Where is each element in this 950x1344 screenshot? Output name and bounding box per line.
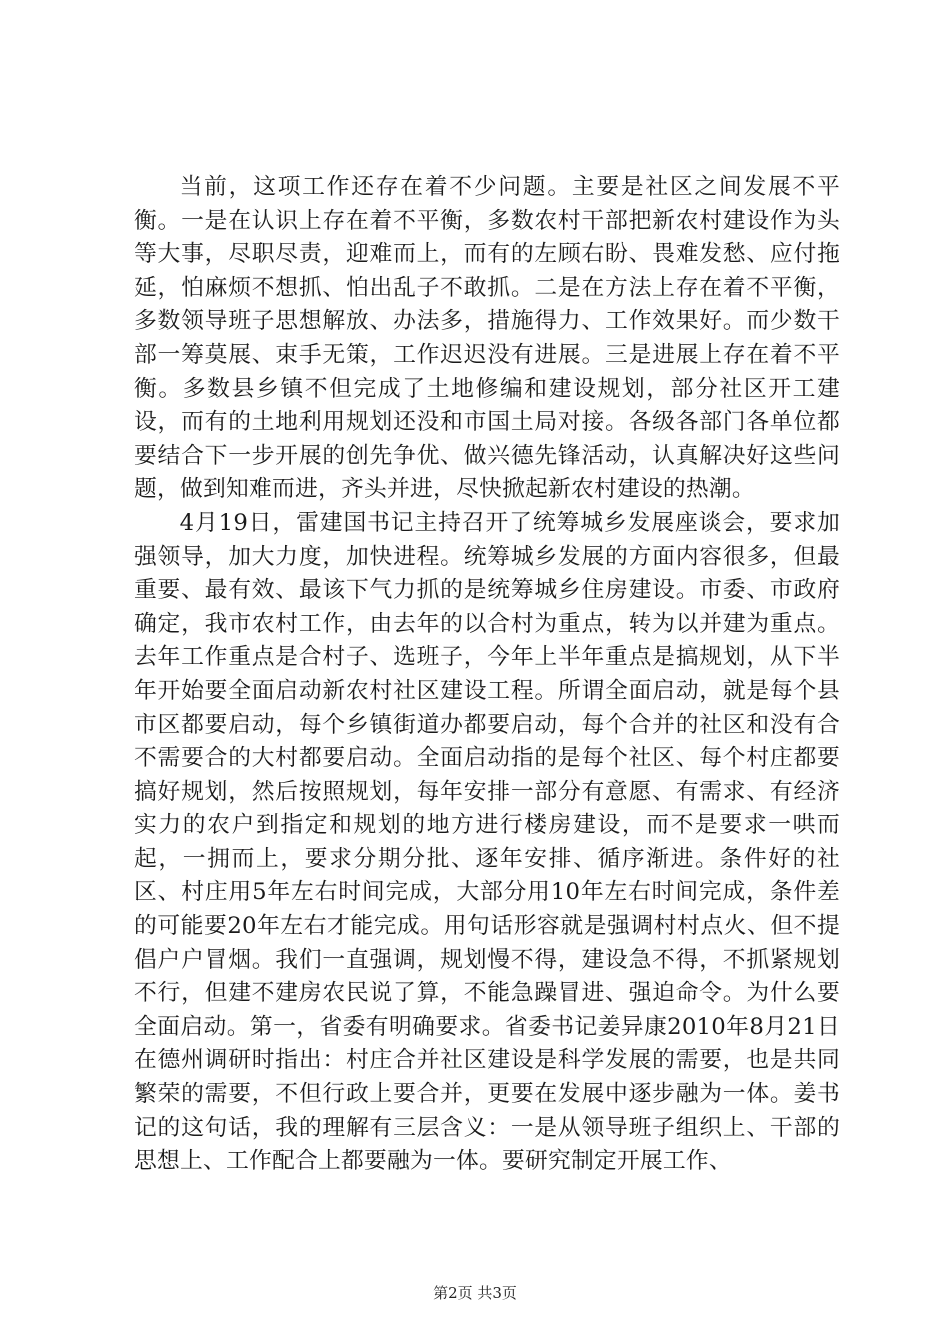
page-number-label: 第2页 共3页 — [433, 1284, 517, 1302]
page-footer — [0, 1283, 950, 1303]
paragraph-1: 当前，这项工作还存在着不少问题。主要是社区之间发展不平衡。一是在认识上存在着不平衡，多数农村干部把新农村建设作为头等大事，尽职尽责，迎难而上，而有的左顾右盼、畏难发愁、应付拖延，怕麻烦不想抓、怕出乱子不敢抓。二是在方法上存在着不平衡，多数领导班子思想解放、办法多，措施得力、工作效果好。而少数干部一筹莫展、束手无策，工作迟迟没有进展。三是进展上存在着不平衡。多数县乡镇不但完成了土地修编和建设规划，部分社区开工建设，而有的土地利用规划还没和市国土局对接。各级各部门各单位都要结合下一步开展的创先争优、做兴德先锋活动，认真解决好这些问题，做到知难而进，齐头并进，尽快掀起新农村建设的热潮。 — [134, 174, 840, 503]
paragraph-2: 4月19日，雷建国书记主持召开了统筹城乡发展座谈会，要求加强领导，加大力度，加快进程。统筹城乡发展的方面内容很多，但最重要、最有效、最该下气力抓的是统筹城乡住房建设。市委、市政府确定，我市农村工作，由去年的以合村为重点，转为以并建为重点。去年工作重点是合村子、选班子，今年上半年重点是搞规划，从下半年开始要全面启动新农村社区建设工程。所谓全面启动，就是每个县市区都要启动，每个乡镇街道办都要启动，每个合并的社区和没有合不需要合的大村都要启动。全面启动指的是每个社区、每个村庄都要搞好规划，然后按照规划，每年安排一部分有意愿、有需求、有经济实力的农户到指定和规划的地方进行楼房建设，而不是要求一哄而起，一拥而上，要求分期分批、逐年安排、循序渐进。条件好的社区、村庄用5年左右时间完成，大部分用10年左右时间完成，条件差的可能要20年左右才能完成。用句话形容就是强调村村点火、但不提倡户户冒烟。我们一直强调，规划慢不得，建设急不得，不抓紧规划不行，但建不建房农民说了算，不能急躁冒进、强迫命令。为什么要全面启动。第一，省委有明确要求。省委书记姜异康2010年8月21日在德州调研时指出：村庄合并社区建设是科学发展的需要，也是共同繁荣的需要，不但行政上要合并，更要在发展中逐步融为一体。姜书记的这句话，我的理解有三层含义：一是从领导班子组织上、干部的思想上、工作配合上都要融为一体。要研究制定开展工作、 — [134, 509, 840, 1175]
document-body — [134, 171, 840, 1179]
